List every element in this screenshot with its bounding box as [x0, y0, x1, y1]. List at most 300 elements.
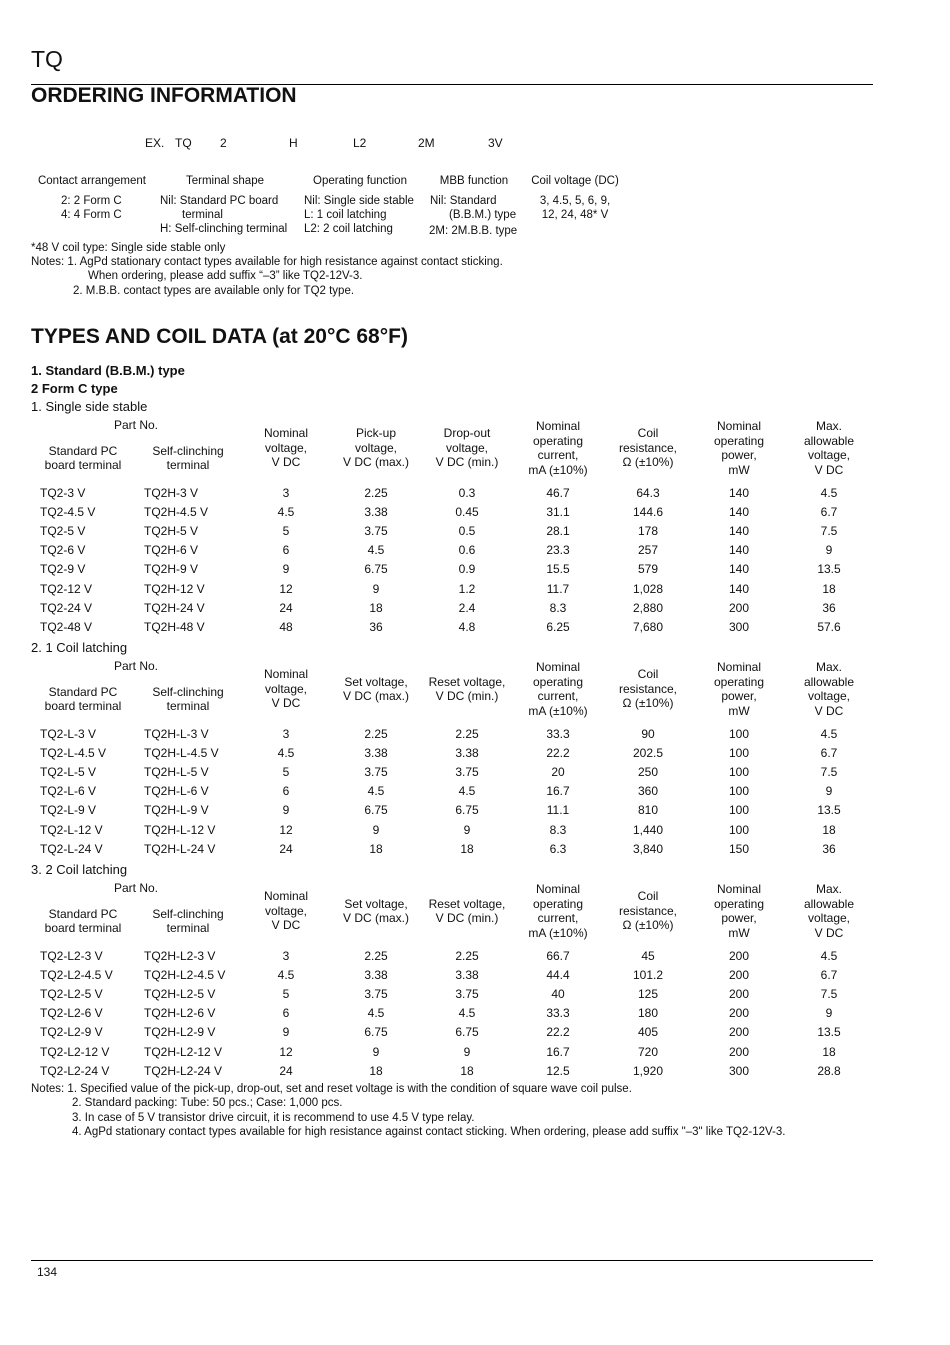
table-cell: 22.2 — [546, 1025, 570, 1040]
table-row — [31, 946, 873, 965]
table-cell: TQ2-6 V — [40, 543, 86, 558]
header-line: Nominal — [263, 667, 308, 682]
table-cell: 12 — [279, 581, 293, 596]
header-line: voltage, — [264, 903, 308, 918]
table-cell: TQ2H-9 V — [144, 562, 199, 577]
table-cell: 9 — [463, 1044, 471, 1059]
ordering-note: Notes: 1. AgPd stationary contact types available for high resistance against contact sticking. — [31, 256, 503, 268]
header-line: voltage, — [807, 689, 851, 703]
header-line: V DC — [271, 455, 301, 470]
table-cell: 5 — [282, 523, 290, 538]
coil-data-table-2-coil-latching — [31, 881, 873, 1080]
table-cell: 3 — [282, 726, 290, 741]
table-cell: 4.5 — [458, 1006, 476, 1021]
header-line: terminal — [166, 699, 210, 713]
table-cell: 6.75 — [455, 803, 479, 818]
table-cell: 7.5 — [820, 523, 838, 538]
table-cell: 11.1 — [546, 803, 570, 818]
header-line: voltage, — [807, 448, 851, 462]
table-cell: TQ2-3 V — [40, 485, 86, 500]
header-line: mA (±10%) — [528, 703, 588, 718]
table-cell: 100 — [728, 784, 750, 799]
table-cell: 66.7 — [546, 948, 570, 963]
table-cell: TQ2-L-3 V — [40, 726, 97, 741]
table-cell: 0.3 — [458, 485, 476, 500]
table-cell: 16.7 — [546, 784, 570, 799]
table-cell: 3.38 — [364, 745, 388, 760]
max-voltage-header — [785, 881, 873, 941]
table-cell: TQ2-L2-12 V — [40, 1044, 110, 1059]
table-cell: 100 — [728, 803, 750, 818]
table-cell: 18 — [369, 1063, 383, 1078]
power-header — [693, 418, 785, 478]
table-cell: 6 — [282, 543, 290, 558]
contact-option: 4: 4 Form C — [61, 209, 122, 221]
table-cell: 46.7 — [546, 485, 570, 500]
table-cell: 200 — [728, 1025, 750, 1040]
table-cell: 18 — [460, 1063, 474, 1078]
table-cell: TQ2H-48 V — [144, 619, 205, 634]
part-no-header: Part No. — [113, 881, 158, 895]
table-cell: 4.5 — [367, 1006, 385, 1021]
header-line: operating — [532, 433, 584, 448]
table-cell: 1,920 — [632, 1063, 664, 1078]
header-line: resistance, — [618, 903, 678, 918]
coil-data-table-single-side-stable — [31, 418, 873, 637]
example-voltage: 3V — [488, 136, 503, 150]
resistance-header — [603, 659, 693, 719]
table-cell: 36 — [369, 619, 383, 634]
table-cell: TQ2H-L2-6 V — [144, 1006, 216, 1021]
table-row — [31, 839, 873, 858]
table-cell: TQ2H-4.5 V — [144, 504, 209, 519]
header-line: Set voltage, — [344, 674, 408, 689]
operating-option: L2: 2 coil latching — [304, 223, 393, 235]
table-cell: TQ2H-L2-24 V — [144, 1063, 223, 1078]
table-cell: 9 — [282, 1025, 290, 1040]
table-cell: 250 — [637, 764, 659, 779]
header-line: mW — [728, 703, 750, 718]
table-cell: 0.45 — [455, 504, 479, 519]
part-no-header: Part No. — [113, 659, 158, 673]
table-cell: 9 — [825, 784, 833, 799]
header-line: Drop-out — [443, 426, 491, 441]
table-cell: TQ2H-L2-5 V — [144, 986, 216, 1001]
table-cell: 9 — [282, 803, 290, 818]
table-row — [31, 724, 873, 743]
header-line: Nominal — [716, 419, 761, 433]
max-voltage-header — [785, 659, 873, 719]
table-cell: 100 — [728, 822, 750, 837]
table-cell: 140 — [728, 562, 750, 577]
table-row — [31, 743, 873, 762]
header-line: operating — [713, 674, 765, 689]
table-row — [31, 1023, 873, 1042]
table-cell: TQ2-L2-24 V — [40, 1063, 110, 1078]
table-cell: 4.5 — [277, 745, 295, 760]
mbb-option: (B.B.M.) type — [449, 209, 517, 221]
table-cell: 7,680 — [632, 619, 664, 634]
table-cell: 9 — [282, 562, 290, 577]
table-cell: TQ2-L-6 V — [40, 784, 97, 799]
table-cell: 6 — [282, 1006, 290, 1021]
table-cell: TQ2-5 V — [40, 523, 86, 538]
header-line: Nominal — [263, 889, 308, 904]
table-cell: 140 — [728, 523, 750, 538]
header-line: Self-clinching — [152, 684, 224, 699]
table-cell: 2.25 — [364, 726, 388, 741]
table-cell: 3 — [282, 485, 290, 500]
table-cell: 140 — [728, 581, 750, 596]
table-row — [31, 579, 873, 598]
col4-header — [421, 881, 513, 941]
header-line: operating — [532, 674, 584, 689]
header-line: board terminal — [44, 699, 122, 713]
table-cell: TQ2H-12 V — [144, 581, 205, 596]
table-cell: TQ2-9 V — [40, 562, 86, 577]
example-prefix: EX. — [145, 136, 165, 150]
table-cell: TQ2H-L2-9 V — [144, 1025, 216, 1040]
header-line: Nominal — [716, 660, 761, 674]
table-cell: 6.7 — [820, 504, 838, 519]
table-cell: 64.3 — [636, 485, 660, 500]
table-cell: 48 — [279, 619, 293, 634]
table-cell: TQ2-L-4.5 V — [40, 745, 107, 760]
header-line: terminal — [166, 921, 210, 935]
table-cell: TQ2-L-12 V — [40, 822, 103, 837]
part-no-header: Part No. — [113, 418, 158, 432]
table-cell: 140 — [728, 543, 750, 558]
table-cell: TQ2-L2-3 V — [40, 948, 103, 963]
header-line: allowable — [803, 674, 855, 689]
table-cell: TQ2-12 V — [40, 581, 93, 596]
contact-option: 2: 2 Form C — [61, 195, 122, 207]
table-cell: 4.5 — [820, 948, 838, 963]
table-cell: 90 — [641, 726, 655, 741]
table-cell: 200 — [728, 600, 750, 615]
table-cell: 13.5 — [817, 803, 841, 818]
ordering-footnote: *48 V coil type: Single side stable only — [31, 242, 226, 254]
table-cell: 6.75 — [364, 803, 388, 818]
table-cell: 24 — [279, 1063, 293, 1078]
table-row — [31, 984, 873, 1003]
header-line: current, — [537, 911, 579, 925]
power-header — [693, 881, 785, 941]
table-label: 2. 1 Coil latching — [31, 640, 128, 655]
header-line: V DC — [814, 703, 844, 718]
footer-rule — [31, 1260, 873, 1261]
table-cell: 202.5 — [632, 745, 664, 760]
header-line: voltage, — [264, 440, 308, 455]
header-line: V DC — [814, 462, 844, 477]
table-cell: 4.5 — [458, 784, 476, 799]
table-cell: 0.5 — [458, 523, 476, 538]
table-cell: 3.38 — [455, 745, 479, 760]
table-cell: 200 — [728, 948, 750, 963]
type-subtitle: 1. Standard (B.B.M.) type — [31, 363, 185, 378]
standard-pc-header — [31, 679, 135, 719]
header-line: Nominal — [535, 419, 580, 433]
table-cell: 36 — [822, 841, 836, 856]
header-line: power, — [721, 911, 757, 925]
mbb-function-heading: MBB function — [439, 175, 509, 187]
header-line: voltage, — [807, 911, 851, 925]
example-operating: L2 — [353, 136, 367, 150]
table-cell: 2.4 — [458, 600, 476, 615]
table-cell: 3.75 — [455, 764, 479, 779]
header-line: terminal — [166, 458, 210, 472]
header-line: V DC — [814, 925, 844, 940]
col4-header — [421, 659, 513, 719]
table-cell: TQ2-L-5 V — [40, 764, 97, 779]
col3-header — [331, 418, 421, 478]
header-line: Self-clinching — [152, 443, 224, 458]
table-cell: 6.7 — [820, 967, 838, 982]
table-cell: 180 — [637, 1006, 659, 1021]
header-line: board terminal — [44, 921, 122, 935]
header-line: current, — [537, 689, 579, 703]
table-cell: TQ2-L2-6 V — [40, 1006, 103, 1021]
table-cell: 6.25 — [546, 619, 570, 634]
table-cell: 6.75 — [364, 1025, 388, 1040]
table-cell: 33.3 — [546, 1006, 570, 1021]
table-row — [31, 965, 873, 984]
table-cell: 178 — [637, 523, 659, 538]
table-cell: 200 — [728, 1006, 750, 1021]
table-cell: 100 — [728, 764, 750, 779]
table-cell: TQ2-24 V — [40, 600, 93, 615]
table-cell: 200 — [728, 986, 750, 1001]
table-row — [31, 1061, 873, 1080]
table-row — [31, 541, 873, 560]
self-clinching-header — [135, 438, 241, 478]
header-line: Standard PC — [48, 906, 118, 921]
header-line: V DC (max.) — [343, 455, 409, 470]
voltage-option: 3, 4.5, 5, 6, 9, — [539, 195, 611, 207]
table-cell: 12 — [279, 1044, 293, 1059]
operating-option: L: 1 coil latching — [304, 209, 387, 221]
table-cell: TQ2-L-24 V — [40, 841, 103, 856]
table-cell: 405 — [637, 1025, 659, 1040]
table-cell: 150 — [728, 841, 750, 856]
power-header — [693, 659, 785, 719]
header-line: V DC (max.) — [343, 911, 409, 925]
contact-arrangement-heading: Contact arrangement — [37, 175, 147, 187]
table-cell: 18 — [822, 822, 836, 837]
table-cell: TQ2H-24 V — [144, 600, 205, 615]
table-cell: 4.5 — [820, 485, 838, 500]
table-cell: 18 — [822, 581, 836, 596]
header-line: power, — [721, 689, 757, 703]
types-title: TYPES AND COIL DATA (at 20°C 68°F) — [31, 325, 408, 348]
table-cell: 6.3 — [549, 841, 567, 856]
header-line: Nominal — [263, 426, 308, 441]
table-cell: 1,440 — [632, 822, 664, 837]
table-cell: TQ2H-L-12 V — [144, 822, 216, 837]
table-cell: 36 — [822, 600, 836, 615]
resistance-header — [603, 881, 693, 941]
table-cell: 33.3 — [546, 726, 570, 741]
table-cell: 7.5 — [820, 986, 838, 1001]
header-line: allowable — [803, 433, 855, 448]
table-cell: 5 — [282, 764, 290, 779]
resistance-header — [603, 418, 693, 478]
table-cell: 28.1 — [546, 523, 570, 538]
table-cell: 140 — [728, 485, 750, 500]
table-cell: 8.3 — [549, 600, 567, 615]
table-cell: 1.2 — [458, 581, 476, 596]
table-cell: 4.5 — [367, 543, 385, 558]
header-line: Coil — [637, 426, 659, 441]
nominal-voltage-header — [241, 659, 331, 719]
table-cell: 22.2 — [546, 745, 570, 760]
nominal-voltage-header — [241, 881, 331, 941]
max-voltage-header — [785, 418, 873, 478]
header-line: V DC — [271, 918, 301, 933]
table-cell: TQ2H-L-24 V — [144, 841, 216, 856]
header-line: Set voltage, — [344, 896, 408, 911]
table-cell: 2.25 — [455, 948, 479, 963]
table-cell: 3.75 — [364, 764, 388, 779]
header-line: Ω (±10%) — [622, 455, 674, 470]
table-cell: 20 — [551, 764, 565, 779]
header-line: V DC (max.) — [343, 689, 409, 703]
header-line: Self-clinching — [152, 906, 224, 921]
table-cell: TQ2-L-9 V — [40, 803, 97, 818]
table-row — [31, 820, 873, 839]
header-line: V DC (min.) — [435, 911, 499, 925]
table-cell: 23.3 — [546, 543, 570, 558]
table-cell: 125 — [637, 986, 659, 1001]
table-cell: 15.5 — [546, 562, 570, 577]
table-row — [31, 483, 873, 502]
table-cell: 100 — [728, 745, 750, 760]
table-cell: 13.5 — [817, 562, 841, 577]
table-cell: 4.5 — [367, 784, 385, 799]
header-line: voltage, — [445, 440, 489, 455]
table-cell: 6.75 — [455, 1025, 479, 1040]
table-cell: TQ2H-L-6 V — [144, 784, 209, 799]
col3-header — [331, 659, 421, 719]
table-cell: 200 — [728, 967, 750, 982]
table-cell: TQ2-L2-4.5 V — [40, 967, 113, 982]
header-line: V DC — [271, 696, 301, 711]
terminal-option: terminal — [182, 209, 223, 221]
header-line: voltage, — [264, 681, 308, 696]
table-cell: 3.75 — [455, 986, 479, 1001]
table-cell: 0.9 — [458, 562, 476, 577]
table-cell: 3 — [282, 948, 290, 963]
table-cell: 12 — [279, 822, 293, 837]
example-mbb: 2M — [418, 136, 435, 150]
table-cell: 3.75 — [364, 523, 388, 538]
table-cell: TQ2H-L2-3 V — [144, 948, 216, 963]
col4-header — [421, 418, 513, 478]
header-line: mA (±10%) — [528, 462, 588, 477]
operating-function-heading: Operating function — [313, 175, 407, 187]
table-cell: 3.38 — [364, 504, 388, 519]
table-cell: 360 — [637, 784, 659, 799]
table-cell: 18 — [822, 1044, 836, 1059]
self-clinching-header — [135, 901, 241, 941]
header-line: Nominal — [535, 882, 580, 896]
table-cell: 1,028 — [632, 581, 664, 596]
header-line: Max. — [815, 419, 842, 433]
example-terminal: H — [289, 136, 298, 150]
current-header — [513, 418, 603, 478]
table-cell: 7.5 — [820, 764, 838, 779]
table-cell: TQ2H-L-5 V — [144, 764, 209, 779]
table-cell: 101.2 — [632, 967, 664, 982]
table-cell: TQ2H-L-9 V — [144, 803, 209, 818]
table-cell: 44.4 — [546, 967, 570, 982]
table-cell: 144.6 — [632, 504, 664, 519]
table-cell: 257 — [637, 543, 659, 558]
header-line: V DC (min.) — [435, 455, 499, 470]
table-cell: 9 — [372, 822, 380, 837]
header-line: allowable — [803, 896, 855, 911]
table-cell: 11.7 — [546, 581, 570, 596]
table-cell: TQ2H-3 V — [144, 485, 199, 500]
table-cell: 140 — [728, 504, 750, 519]
header-line: Standard PC — [48, 443, 118, 458]
current-header — [513, 659, 603, 719]
standard-pc-header — [31, 438, 135, 478]
table-row — [31, 560, 873, 579]
coil-note: 4. AgPd stationary contact types available for high resistance against contact sticking. When ordering, please add suffix "–3" like TQ2-12V-3. — [72, 1126, 786, 1138]
example-contact: 2 — [220, 136, 227, 150]
table-cell: 9 — [825, 1006, 833, 1021]
table-cell: 720 — [637, 1044, 659, 1059]
table-row — [31, 598, 873, 617]
terminal-option: Nil: Standard PC board — [160, 195, 279, 207]
header-line: operating — [713, 896, 765, 911]
table-cell: 579 — [637, 562, 659, 577]
header-line: Standard PC — [48, 684, 118, 699]
table-cell: 8.3 — [549, 822, 567, 837]
example-series: TQ — [175, 136, 192, 150]
table-row — [31, 521, 873, 540]
table-cell: 9 — [825, 543, 833, 558]
brand-title: TQ — [31, 46, 63, 72]
table-cell: 2.25 — [364, 948, 388, 963]
header-line: Max. — [815, 660, 842, 674]
coil-note: Notes: 1. Specified value of the pick-up, drop-out, set and reset voltage is with the condition of square wave coil pulse. — [31, 1083, 632, 1095]
nominal-voltage-header — [241, 418, 331, 478]
ordering-note: 2. M.B.B. contact types are available only for TQ2 type. — [73, 285, 355, 297]
table-cell: 9 — [372, 1044, 380, 1059]
header-line: mA (±10%) — [528, 925, 588, 940]
header-line: Reset voltage, — [428, 674, 506, 689]
table-cell: 300 — [728, 1063, 750, 1078]
table-cell: 9 — [372, 581, 380, 596]
table-cell: 18 — [460, 841, 474, 856]
header-line: Nominal — [716, 882, 761, 896]
header-line: Ω (±10%) — [622, 918, 674, 933]
header-line: operating — [532, 896, 584, 911]
mbb-option: 2M: 2M.B.B. type — [429, 225, 518, 237]
header-line: Reset voltage, — [428, 896, 506, 911]
coil-note: 3. In case of 5 V transistor drive circuit, it is recommend to use 4.5 V type relay. — [72, 1112, 475, 1124]
coil-voltage-heading: Coil voltage (DC) — [531, 175, 619, 187]
coil-note: 2. Standard packing: Tube: 50 pcs.; Case: 1,000 pcs. — [72, 1097, 343, 1109]
table-cell: 9 — [463, 822, 471, 837]
table-cell: 18 — [369, 841, 383, 856]
header-line: board terminal — [44, 458, 122, 472]
table-cell: 4.8 — [458, 619, 476, 634]
table-cell: TQ2-L2-9 V — [40, 1025, 103, 1040]
table-cell: TQ2H-L2-12 V — [144, 1044, 223, 1059]
